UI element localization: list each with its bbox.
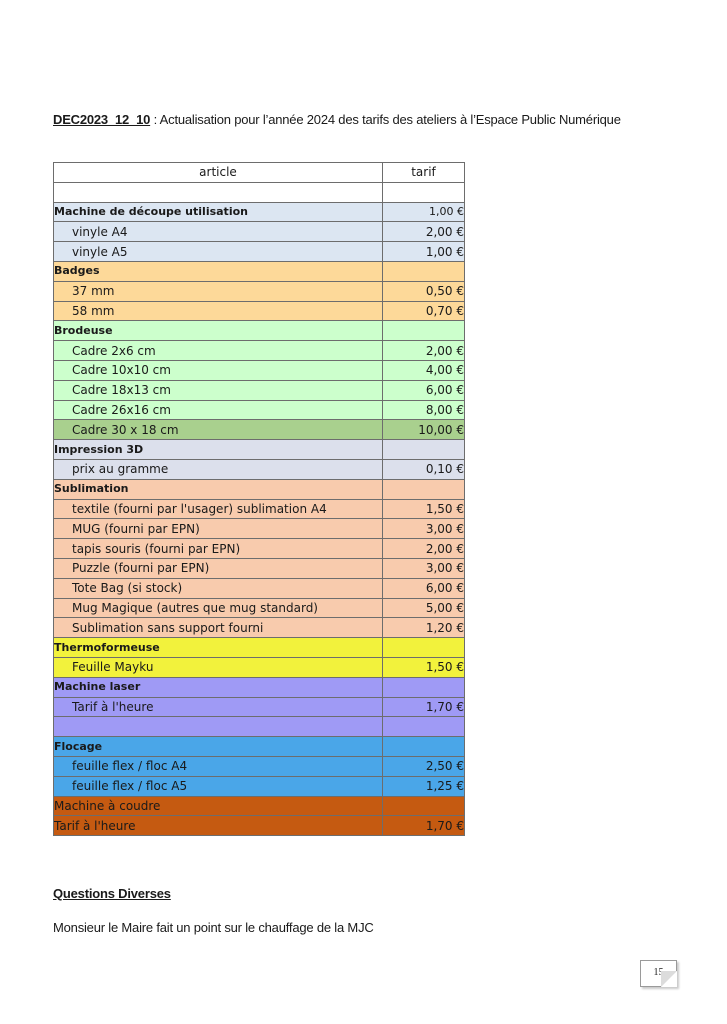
page-corner-fold-icon [661,971,677,987]
category-label: Flocage [54,737,383,757]
section-title: Questions Diverses [53,886,171,901]
article-label: Machine à coudre [54,796,383,816]
price-value: 5,00 € [383,598,465,618]
price-value: 6,00 € [383,578,465,598]
category-label: Sublimation [54,479,383,499]
price-value [383,440,465,460]
table-row [54,519,465,539]
price-value: 1,00 € [383,202,465,222]
article-label: 37 mm [54,281,383,301]
price-value [383,261,465,281]
article-label: tapis souris (fourni par EPN) [54,539,383,559]
article-label: feuille flex / floc A5 [54,776,383,796]
decision-heading [53,112,621,127]
table-row [54,499,465,519]
article-label: MUG (fourni par EPN) [54,519,383,539]
table-row [54,697,465,717]
table-row [54,182,465,202]
price-value: 8,00 € [383,400,465,420]
price-value: 1,25 € [383,776,465,796]
table-row [54,380,465,400]
price-value: 1,00 € [383,242,465,262]
price-value [383,321,465,341]
table-row [54,301,465,321]
price-value [383,796,465,816]
section-paragraph: Monsieur le Maire fait un point sur le chauffage de la MJC [53,920,374,935]
price-value [383,737,465,757]
price-value [383,479,465,499]
table-row [54,756,465,776]
table-header-row [54,163,465,183]
price-value: 0,70 € [383,301,465,321]
article-label: Cadre 18x13 cm [54,380,383,400]
category-row [54,737,465,757]
table-row [54,618,465,638]
price-value [383,182,465,202]
article-label: Tarif à l'heure [54,697,383,717]
price-value: 4,00 € [383,360,465,380]
price-value: 2,00 € [383,341,465,361]
table-row [54,400,465,420]
article-label: Sublimation sans support fourni [54,618,383,638]
column-header-tarif: tarif [383,163,465,183]
category-label: Machine de découpe utilisation [54,202,383,222]
price-value: 2,00 € [383,222,465,242]
page-number [640,960,677,987]
article-label: Cadre 2x6 cm [54,341,383,361]
table-row [54,578,465,598]
tarifs-table-body [54,163,465,836]
table-row [54,776,465,796]
price-value: 2,00 € [383,539,465,559]
decision-reference: DEC2023_12_10 [53,112,151,127]
article-label: feuille flex / floc A4 [54,756,383,776]
price-value: 1,70 € [383,697,465,717]
price-value [383,638,465,658]
article-label [54,182,383,202]
article-label: Feuille Mayku [54,657,383,677]
table-row [54,459,465,479]
category-label: Thermoformeuse [54,638,383,658]
article-label: vinyle A4 [54,222,383,242]
article-label: Cadre 26x16 cm [54,400,383,420]
article-label: Mug Magique (autres que mug standard) [54,598,383,618]
price-value: 10,00 € [383,420,465,440]
category-row [54,261,465,281]
article-label: Tote Bag (si stock) [54,578,383,598]
page-number-text: 15 [653,967,664,978]
table-row [54,222,465,242]
table-row [54,598,465,618]
table-row [54,796,465,816]
price-value: 3,00 € [383,558,465,578]
price-value: 0,10 € [383,459,465,479]
article-label [54,717,383,737]
price-value: 1,20 € [383,618,465,638]
price-value: 1,50 € [383,657,465,677]
table-row [54,242,465,262]
article-label: Cadre 10x10 cm [54,360,383,380]
category-label: Machine laser [54,677,383,697]
table-row [54,816,465,836]
price-value: 3,00 € [383,519,465,539]
category-row [54,479,465,499]
table-row [54,558,465,578]
category-row [54,321,465,341]
tarifs-table [53,162,465,836]
table-row [54,281,465,301]
category-label: Brodeuse [54,321,383,341]
article-label: Tarif à l'heure [54,816,383,836]
price-value: 6,00 € [383,380,465,400]
category-label: Badges [54,261,383,281]
price-value: 2,50 € [383,756,465,776]
article-label: prix au gramme [54,459,383,479]
table-row [54,657,465,677]
table-row [54,717,465,737]
table-row [54,360,465,380]
table-row [54,420,465,440]
price-value [383,677,465,697]
price-value: 1,50 € [383,499,465,519]
category-row [54,440,465,460]
category-row [54,638,465,658]
price-value: 0,50 € [383,281,465,301]
decision-title: : Actualisation pour l’année 2024 des tarifs des ateliers à l’Espace Public Numérique [150,112,621,127]
price-value: 1,70 € [383,816,465,836]
article-label: 58 mm [54,301,383,321]
article-label: Cadre 30 x 18 cm [54,420,383,440]
article-label: textile (fourni par l'usager) sublimation A4 [54,499,383,519]
table-row [54,341,465,361]
article-label: vinyle A5 [54,242,383,262]
article-label: Puzzle (fourni par EPN) [54,558,383,578]
category-label: Impression 3D [54,440,383,460]
category-row [54,202,465,222]
table-row [54,539,465,559]
column-header-article: article [54,163,383,183]
price-value [383,717,465,737]
category-row [54,677,465,697]
